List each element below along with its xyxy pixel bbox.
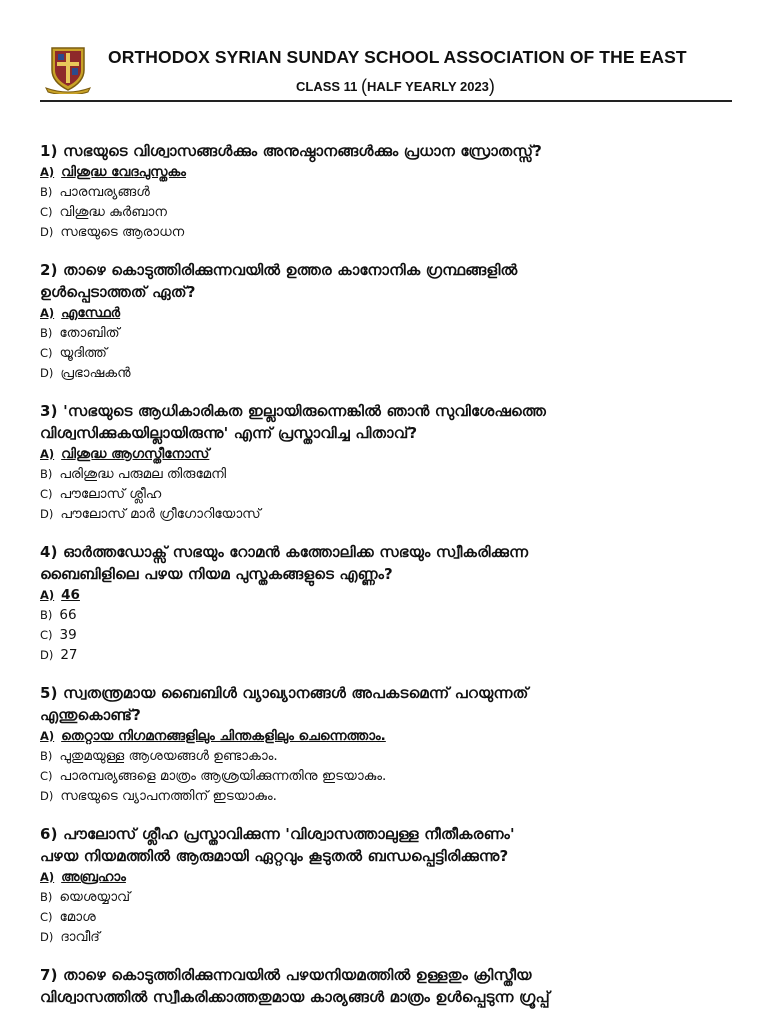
answer-option (40, 786, 740, 806)
association-title: ORTHODOX SYRIAN SUNDAY SCHOOL ASSOCIATION OF THE EAST (108, 47, 687, 67)
answer-option (40, 222, 740, 242)
option-letter: A) (40, 870, 55, 884)
question-block (40, 259, 740, 383)
option-text: പൗലോസ് ശ്ലീഹ (59, 486, 162, 502)
option-letter: B) (40, 467, 53, 481)
answer-option (40, 625, 740, 645)
question-line: ബൈബിളിലെ പഴയ നിയമ പുസ്തകങ്ങളുടെ എണ്ണം? (40, 565, 393, 583)
question-line: സഭയുടെ വിശ്വാസങ്ങൾക്കും അനുഷ്ഠാനങ്ങൾക്കും പ്രധാന സ്രോതസ്സ്? (63, 142, 543, 160)
answer-option (40, 887, 740, 907)
answer-option-correct (40, 726, 740, 746)
answer-option-correct (40, 162, 740, 182)
option-letter: A) (40, 447, 55, 461)
question-block (40, 140, 740, 242)
option-text: പുതുമയുള്ള ആശയങ്ങൾ ഉണ്ടാകാം. (59, 748, 278, 764)
answer-option (40, 323, 740, 343)
answer-option-correct (40, 585, 740, 605)
option-text: സഭയുടെ ആരാധന (60, 224, 185, 240)
option-text: 46 (61, 587, 80, 603)
option-text: 66 (59, 607, 77, 623)
option-text: അബ്രഹാം (61, 869, 126, 885)
question-block (40, 400, 740, 524)
question-line: പഴയ നിയമത്തിൽ ആരുമായി ഏറ്റവും കൂടുതൽ ബന്ധപ്പെട്ടിരിക്കുന്നു? (40, 847, 509, 865)
answer-option (40, 645, 740, 665)
option-text: യെശയ്യാവ് (59, 889, 131, 905)
option-text: യൂദിത്ത് (59, 345, 107, 361)
option-letter: B) (40, 185, 53, 199)
question-line: വിശ്വസിക്കുകയില്ലായിരുന്നു' എന്ന് പ്രസ്താവിച്ച പിതാവ്? (40, 424, 418, 442)
question-text (40, 823, 740, 845)
question-line: ഉൾപ്പെടാത്തത് ഏത്? (40, 283, 196, 301)
option-text: പൗലോസ് മാർ ഗ്രീഗോറിയോസ് (60, 506, 261, 522)
option-text: മോശ (59, 909, 96, 925)
question-number: 5) (40, 684, 58, 702)
question-block (40, 823, 740, 947)
option-text: തോബിത് (59, 325, 120, 341)
answer-option-correct (40, 303, 740, 323)
answer-option (40, 927, 740, 947)
option-letter: C) (40, 205, 53, 219)
option-text: പ്രഭാഷകൻ (60, 365, 131, 381)
option-text: പരിശുദ്ധ പരുമല തിരുമേനി (59, 466, 227, 482)
answer-option-correct (40, 444, 740, 464)
option-letter: D) (40, 366, 54, 380)
option-letter: D) (40, 930, 54, 944)
question-list (40, 140, 740, 1025)
question-number: 4) (40, 543, 58, 561)
option-letter: D) (40, 789, 54, 803)
question-number: 2) (40, 261, 58, 279)
question-text (40, 682, 740, 704)
option-text: തെറ്റായ നിഗമനങ്ങളിലും ചിന്തകളിലും ചെന്നെത്താം. (61, 728, 386, 744)
option-text: 27 (60, 647, 78, 663)
close-paren: ) (488, 76, 495, 96)
option-letter: C) (40, 487, 53, 501)
option-letter: B) (40, 749, 53, 763)
option-letter: B) (40, 326, 53, 340)
option-text: പാരമ്പര്യങ്ങൾ (59, 184, 150, 200)
option-text: വിശുദ്ധ ആഗസ്തീനോസ് (61, 446, 210, 462)
option-text: പാരമ്പര്യങ്ങളെ മാത്രം ആശ്രയിക്കുന്നതിനു ഇടയാകും. (59, 768, 387, 784)
option-letter: B) (40, 608, 53, 622)
open-paren: ( (361, 76, 368, 96)
answer-option (40, 343, 740, 363)
option-letter: A) (40, 588, 55, 602)
question-line: എന്തുകൊണ്ട്? (40, 706, 142, 724)
question-line: പൗലോസ് ശ്ലീഹ പ്രസ്താവിക്കുന്ന 'വിശ്വാസത്താലുള്ള നീതീകരണം' (63, 825, 515, 843)
question-text (40, 845, 740, 867)
question-line: വിശ്വാസത്തിൽ സ്വീകരിക്കാത്തതുമായ കാര്യങ്ങൾ മാത്രം ഉൾപ്പെടുന്ന ഗ്രൂപ്പ് (40, 988, 550, 1006)
question-number: 6) (40, 825, 58, 843)
option-text: എസ്ഥേർ (61, 305, 121, 321)
question-line: താഴെ കൊടുത്തിരിക്കുന്നവയിൽ പഴയനിയമത്തിൽ ഉള്ളതും ക്രിസ്തീയ (63, 966, 532, 984)
question-number: 3) (40, 402, 58, 420)
answer-option (40, 363, 740, 383)
option-letter: A) (40, 306, 55, 320)
question-text (40, 259, 740, 281)
question-line: ഓർത്തഡോക്സ് സഭയും റോമൻ കത്തോലിക്ക സഭയും സ്വീകരിക്കുന്ന (63, 543, 529, 561)
question-text (40, 541, 740, 563)
option-letter: C) (40, 628, 53, 642)
question-line: താഴെ കൊടുത്തിരിക്കുന്നവയിൽ ഉത്തര കാനോനിക ഗ്രന്ഥങ്ങളിൽ (63, 261, 518, 279)
exam-term: HALF YEARLY 2023 (367, 79, 489, 94)
option-letter: D) (40, 507, 54, 521)
answer-option (40, 182, 740, 202)
answer-option (40, 605, 740, 625)
option-text: സഭയുടെ വ്യാപനത്തിന് ഇടയാകും. (60, 788, 277, 804)
class-label: CLASS 11 (296, 79, 358, 94)
question-number: 1) (40, 142, 58, 160)
question-text (40, 986, 740, 1008)
option-letter: C) (40, 346, 53, 360)
option-text: ദാവീദ് (60, 929, 100, 945)
option-letter: D) (40, 648, 54, 662)
question-block (40, 682, 740, 806)
question-block (40, 541, 740, 665)
answer-option (40, 766, 740, 786)
question-text (40, 964, 740, 986)
question-text (40, 140, 740, 162)
question-number: 7) (40, 966, 58, 984)
document-header (0, 0, 768, 104)
question-line: സ്വതന്ത്രമായ ബൈബിൾ വ്യാഖ്യാനങ്ങൾ അപകടമെന്ന് പറയുന്നത് (63, 684, 529, 702)
answer-option (40, 464, 740, 484)
option-letter: A) (40, 165, 55, 179)
option-text: വിശുദ്ധ കുർബാന (59, 204, 167, 220)
answer-option-correct (40, 867, 740, 887)
answer-option (40, 202, 740, 222)
option-letter: C) (40, 910, 53, 924)
question-text (40, 704, 740, 726)
question-text (40, 563, 740, 585)
option-text: വിശുദ്ധ വേദപുസ്തകം (61, 164, 186, 180)
option-letter: B) (40, 890, 53, 904)
option-letter: D) (40, 225, 54, 239)
question-text (40, 422, 740, 444)
option-text: 39 (59, 627, 77, 643)
question-block (40, 964, 740, 1008)
answer-option (40, 504, 740, 524)
exam-subtitle (296, 76, 495, 97)
answer-option (40, 907, 740, 927)
question-text (40, 281, 740, 303)
answer-option (40, 484, 740, 504)
emblem-logo (44, 44, 92, 94)
option-letter: C) (40, 769, 53, 783)
question-text (40, 400, 740, 422)
answer-option (40, 746, 740, 766)
option-letter: A) (40, 729, 55, 743)
question-line: 'സഭയുടെ ആധികാരികത ഇല്ലായിരുന്നെങ്കിൽ ഞാൻ സുവിശേഷത്തെ (63, 402, 546, 420)
header-divider (40, 100, 732, 102)
